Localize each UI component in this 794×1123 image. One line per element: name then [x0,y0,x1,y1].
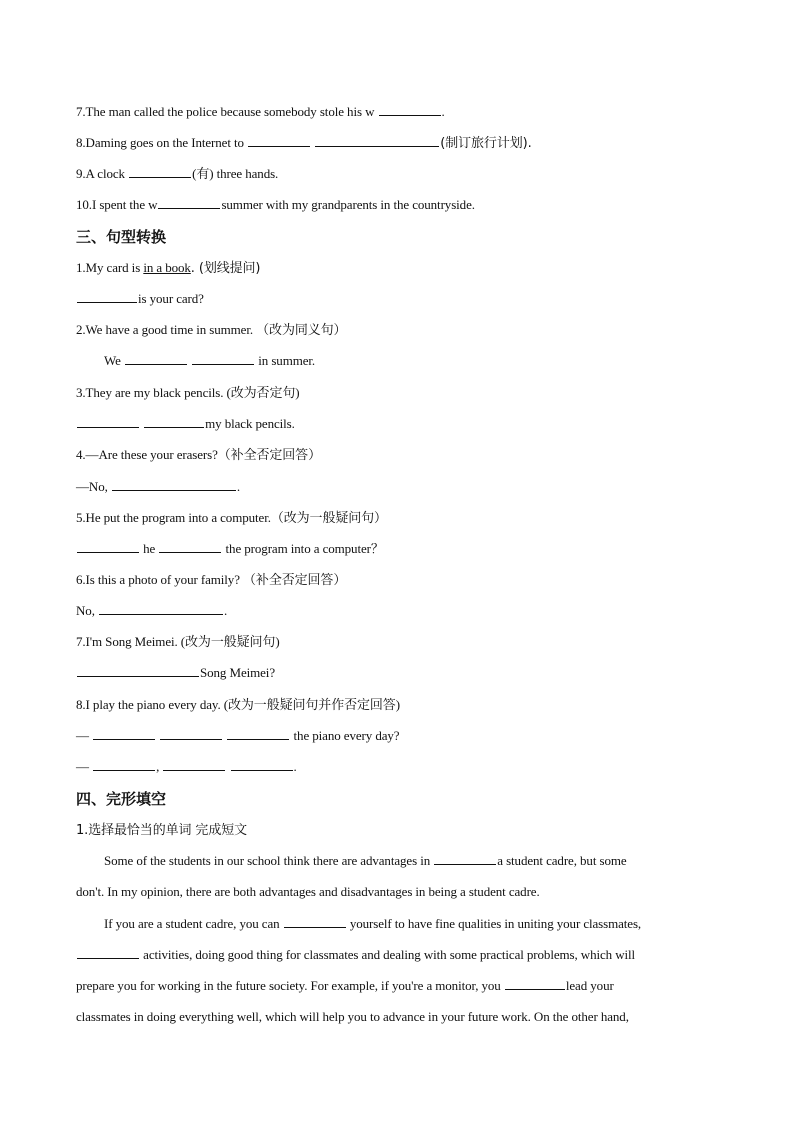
s3-answer-5 [76,540,384,558]
passage-text: If you are a student cadre, you can [104,916,280,931]
answer-blank[interactable] [159,540,221,553]
s3-answer-7 [76,664,275,682]
s3-answer-1 [76,290,204,308]
answer-blank[interactable] [77,664,199,677]
question-9 [76,165,278,183]
answer-blank[interactable] [315,134,439,147]
s3-answer-8b [76,758,297,776]
question-text: 7.I'm Song Meimei. (改为一般疑问句) [76,634,280,649]
question-text: 3.They are my black pencils. (改为否定句) [76,385,300,400]
question-hint: (制订旅行计划). [440,136,532,151]
question-text: 4.—Are these your erasers?（补全否定回答） [76,447,321,462]
s3-question-6 [76,571,346,589]
passage-line [76,1008,629,1026]
s3-question-2 [76,321,346,339]
answer-blank[interactable] [93,758,155,771]
question-text: 5.He put the program into a computer.（改为一般疑问句） [76,510,387,525]
passage-text: prepare you for working in the future society. For example, if you're a monitor, you [76,978,501,993]
s3-answer-2 [104,352,315,370]
answer-blank[interactable] [77,540,139,553]
question-text: 8.I play the piano every day. (改为一般疑问句并作否定回答) [76,697,400,712]
answer-text: —No, [76,479,108,494]
answer-blank[interactable] [227,727,289,740]
passage-line [76,883,540,901]
answer-text: No, [76,603,95,618]
instruction-text: 1.选择最恰当的单词 完成短文 [76,823,248,838]
question-text: 9.A clock [76,166,125,181]
s3-question-7 [76,633,280,651]
answer-text: is your card? [138,291,204,306]
question-7 [76,103,445,121]
question-hint: . (划线提问) [190,261,261,276]
answer-blank[interactable] [248,134,310,147]
passage-line [104,915,641,933]
question-text: . [441,104,445,119]
passage-text: a student cadre, but some [497,853,627,868]
passage-text: lead your [565,978,614,993]
answer-blank[interactable] [231,758,293,771]
s3-answer-4 [76,478,240,496]
answer-blank[interactable] [112,478,236,491]
s4-instruction [76,821,247,840]
answer-text: he [143,541,156,556]
answer-blank[interactable] [160,727,222,740]
question-text: 10.I spent the w [76,197,158,212]
answer-text: — [76,759,89,774]
answer-blank[interactable] [158,196,220,209]
answer-blank[interactable] [284,915,346,928]
passage-text: Some of the students in our school think there are advantages in [104,853,431,868]
answer-text: , [156,759,160,774]
answer-blank[interactable] [505,977,565,990]
answer-blank[interactable] [129,165,191,178]
s3-answer-6 [76,602,227,620]
passage-text: classmates in doing everything well, which will help you to advance in your future work. On the other hand, [76,1009,629,1024]
s3-answer-3 [76,415,295,433]
answer-text: in summer. [258,353,316,368]
answer-blank[interactable] [77,290,137,303]
section-3-title: 三、句型转换 [76,228,167,246]
question-text: 6.Is this a photo of your family? （补全否定回答） [76,572,347,587]
answer-blank[interactable] [77,415,139,428]
answer-text: the piano every day? [293,728,400,743]
answer-blank[interactable] [163,758,225,771]
question-text: summer with my grandparents in the countryside. [221,197,475,212]
passage-text: don't. In my opinion, there are both advantages and disadvantages in being a student cadre. [76,884,540,899]
answer-blank[interactable] [192,352,254,365]
answer-blank[interactable] [99,602,223,615]
answer-text: Song Meimei? [200,665,275,680]
question-text: 8.Daming goes on the Internet to [76,135,244,150]
question-8 [76,134,532,153]
answer-text: We [104,353,121,368]
s3-question-3 [76,384,299,402]
answer-blank[interactable] [93,727,155,740]
passage-line [76,977,614,995]
passage-line [104,852,627,870]
s3-question-1 [76,259,260,278]
question-text: (有) three hands. [192,166,279,181]
s3-answer-8a [76,727,399,745]
answer-text: . [236,479,241,494]
answer-text: — [76,728,89,743]
passage-line [76,946,635,964]
passage-text: yourself to have fine qualities in uniting your classmates, [349,916,642,931]
passage-text: activities, doing good thing for classmates and dealing with some practical problems, which will [143,947,636,962]
answer-blank[interactable] [379,103,441,116]
s3-question-5 [76,509,387,527]
answer-blank[interactable] [77,946,139,959]
section-4-title: 四、完形填空 [76,790,167,808]
answer-blank[interactable] [434,852,496,865]
underlined-phrase: in a book [143,260,191,275]
s3-question-8 [76,696,400,714]
answer-blank[interactable] [144,415,204,428]
question-text: 1.My card is [76,260,144,275]
question-text: 7.The man called the police because somebody stole his w [76,104,375,119]
question-text: 2.We have a good time in summer. （改为同义句） [76,322,347,337]
answer-text: the program into a computer？ [225,541,384,556]
answer-text: . [293,759,297,774]
answer-blank[interactable] [125,352,187,365]
question-10 [76,196,475,214]
answer-text: . [224,603,228,618]
s3-question-4 [76,446,321,464]
answer-text: my black pencils. [205,416,295,431]
